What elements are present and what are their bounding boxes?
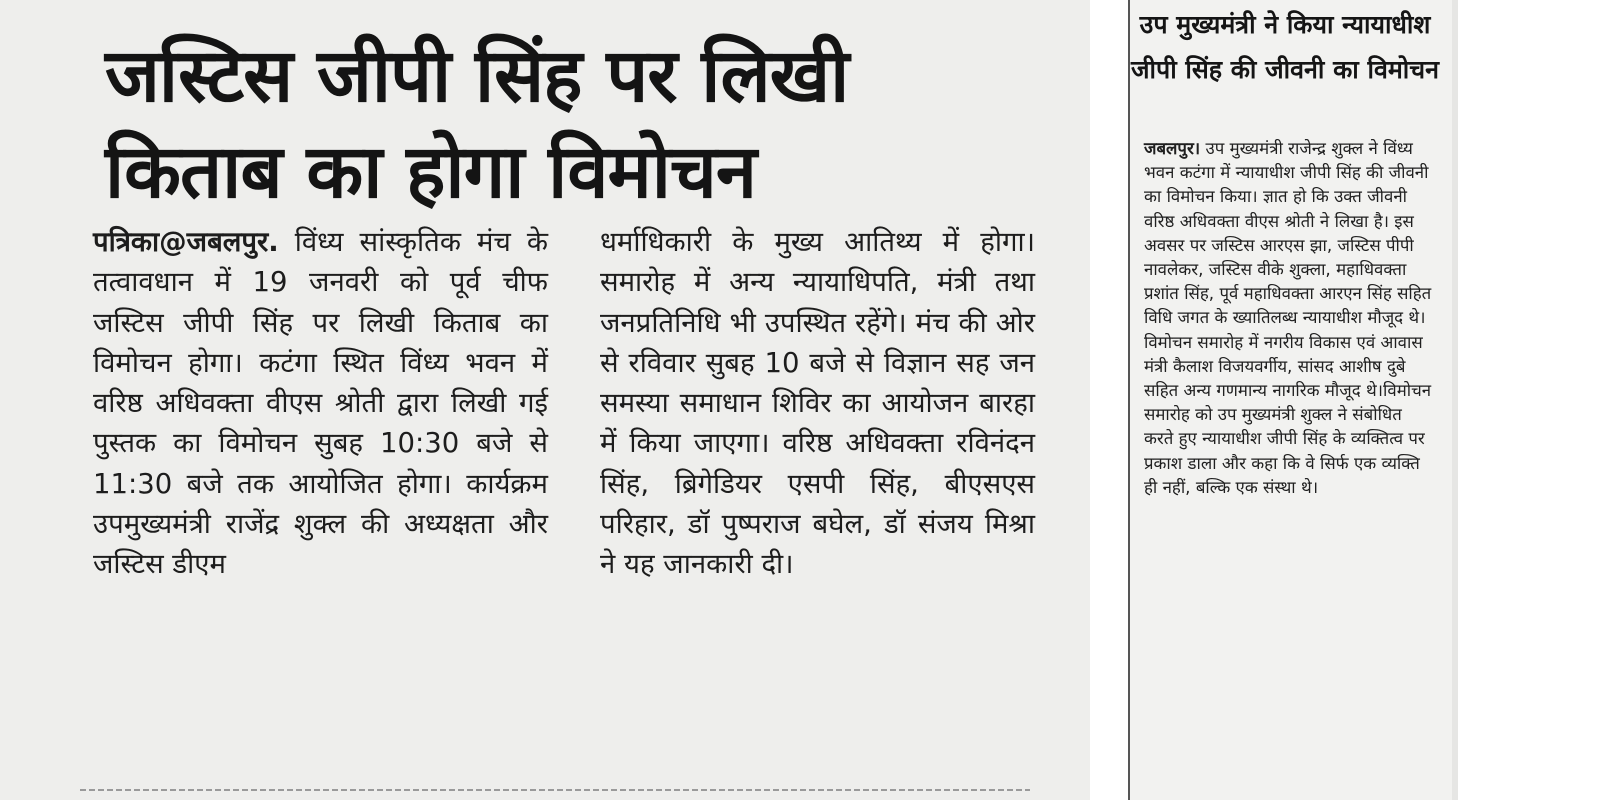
left-dateline: पत्रिका@जबलपुर.	[93, 226, 279, 258]
right-body	[1144, 136, 1432, 499]
clipping-bottom-rule	[80, 789, 1030, 791]
page-gutter	[1090, 0, 1126, 800]
left-column-1-text: विंध्य सांस्कृतिक मंच के तत्वावधान में 19 जनवरी को पूर्व चीफ जस्टिस जीपी सिंह पर लिखी किताब का विमोचन होगा। कटंगा स्थित विंध्य भवन में वरिष्ठ अधिवक्ता वीएस श्रोती द्वारा लिखी गई पुस्तक का विमोचन सुबह 10:30 बजे से 11:30 बजे तक आयोजित होगा। कार्यक्रम उपमुख्यमंत्री राजेंद्र शुक्ल की अध्यक्षता और जस्टिस डीएम	[93, 226, 548, 581]
right-body-text: उप मुख्यमंत्री राजेन्द्र शुक्ल ने विंध्य भवन कटंगा में न्यायाधीश जीपी सिंह की जीवनी का विमोचन किया। ज्ञात हो कि उक्त जीवनी वरिष्ठ अधिवक्ता वीएस श्रोती ने लिखा है। इस अवसर पर जस्टिस आरएस झा, जस्टिस पीपी नावलेकर, जस्टिस वीके शुक्ला, महाधिवक्ता प्रशांत सिंह, पूर्व महाधिवक्ता आरएन सिंह सहित विधि जगत के ख्यातिलब्ध न्यायाधीश मौजूद थे। विमोचन समारोह में नगरीय विकास एवं आवास मंत्री कैलाश विजयवर्गीय, सांसद आशीष दुबे सहित अन्य गणमान्य नागरिक मौजूद थे।विमोचन समारोह को उप मुख्यमंत्री शुक्ल ने संबोधित करते हुए न्यायाधीश जीपी सिंह के व्यक्तित्व पर प्रकाश डाला और कहा कि वे सिर्फ एक व्यक्ति ही नहीं, बल्कि एक संस्था थे।	[1144, 138, 1432, 497]
left-headline: जस्टिस जीपी सिंह पर लिखी किताब का होगा विमोचन	[105, 33, 849, 215]
left-column-2: धर्माधिकारी के मुख्य आतिथ्य में होगा। समारोह में अन्य न्यायाधिपति, मंत्री तथा जनप्रतिनिधि भी उपस्थित रहेंगे। मंच की ओर से रविवार सुबह 10 बजे से विज्ञान सह जन समस्या समाधान शिविर का आयोजन बारहा में किया जाएगा। वरिष्ठ अधिवक्ता रविनंदन सिंह, ब्रिगेडियर एसपी सिंह, बीएसएस परिहार, डॉ पुष्पराज बघेल, डॉ संजय मिश्रा ने यह जानकारी दी।	[600, 226, 1035, 581]
right-headline: उप मुख्यमंत्री ने किया न्यायाधीश जीपी सिंह की जीवनी का विमोचन	[1130, 10, 1440, 84]
right-news-clipping	[1128, 0, 1452, 800]
right-dateline: जबलपुर।	[1144, 138, 1201, 158]
clipping-edge	[1452, 0, 1458, 800]
left-column-1	[93, 222, 548, 585]
